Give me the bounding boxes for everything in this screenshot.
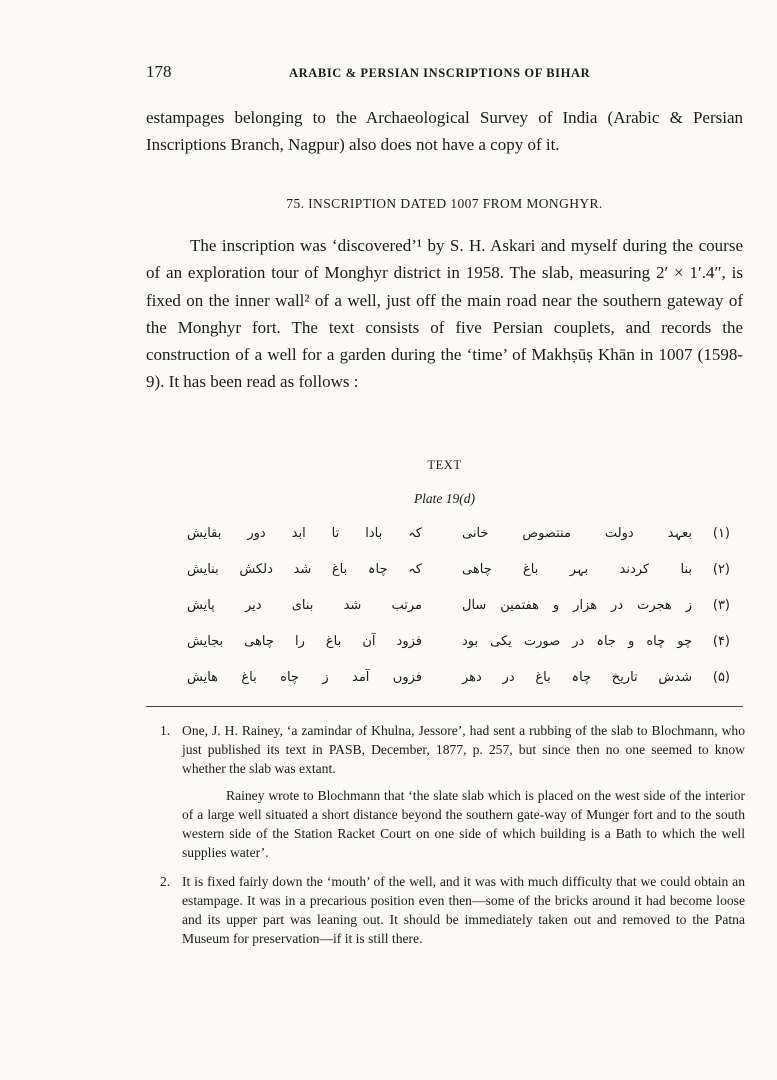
verse-hemistich-first: ز هجرت در هزار و هفتمین سال	[462, 598, 692, 613]
footnote-text: One, J. H. Rainey, ‘a zamindar of Khulna, Jessore’, had sent a rubbing of the slab to Blochmann, who just published its text in PASB, December, 1877, p. 257, but since then no one seemed to know whether the slab was extant.	[182, 723, 745, 776]
verse-row	[187, 594, 730, 630]
verse-row	[187, 558, 730, 594]
verse-number: (۴)	[712, 634, 730, 649]
footnote-text: Rainey wrote to Blochmann that ‘the slate slab which is placed on the west side of the interior of a large well situated a short distance beyond the southern gate-way of Munger fort and to the south western side of the Station Racket Court on one side of which building is a Bath to which the well supplies water’.	[182, 788, 745, 860]
footnote-marker: 2.	[160, 874, 171, 889]
footnote-marker: 1.	[160, 723, 171, 738]
running-title: ARABIC & PERSIAN INSCRIPTIONS OF BIHAR	[289, 66, 591, 80]
verse-row	[187, 630, 730, 666]
persian-verses	[187, 522, 730, 702]
verse-number: (۵)	[712, 670, 730, 685]
text-heading: TEXT	[427, 458, 462, 472]
verse-hemistich-second: کہ بادا تا ابد دور بقایش	[187, 526, 422, 541]
footnote-divider	[146, 706, 743, 707]
verse-hemistich-first: چو چاه و جاہ در صورت یکی بود	[462, 634, 692, 649]
verse-number: (۲)	[712, 562, 730, 577]
paragraph-description	[146, 232, 743, 396]
page-number: 178	[146, 62, 172, 81]
verse-hemistich-second: کہ چاہ باغ شد دلکش بنایش	[187, 562, 422, 577]
paragraph-description-text: The inscription was ‘discovered’¹ by S. H. Askari and myself during the course of an exploration tour of Monghyr district in 1958. The slab, measuring 2′ × 1′.4″, is fixed on the inner wall² of a well, just off the main road near the southern gateway of the Monghyr fort. The text consists of five Persian couplets, and records the construction of a well for a garden during the ‘time’ of Makhṣūṣ Khān in 1007 (1598-9). It has been read as follows :	[146, 236, 743, 392]
verse-row	[187, 666, 730, 702]
verse-hemistich-first: شدش تاریخ چاہ باغ در دهر	[462, 670, 692, 685]
plate-reference: Plate 19(d)	[413, 491, 476, 506]
footnote-2	[160, 872, 745, 948]
verse-hemistich-second: فزوں آمد ز چاه باغ هایش	[187, 670, 422, 685]
paragraph-continuation: estampages belonging to the Archaeological Survey of India (Arabic & Persian Inscriptions Branch, Nagpur) also does not have a copy of it.	[146, 108, 743, 154]
footnote-1-continuation	[182, 786, 745, 862]
verse-number: (۳)	[712, 598, 730, 613]
footnote-text: It is fixed fairly down the ‘mouth’ of the well, and it was with much difficulty that we could obtain an estampage. It was in a precarious position even then—some of the bricks around it had become loose and its upper part was leaning out. It should be immediately taken out and removed to the Patna Museum for preservation—if it is still there.	[182, 874, 745, 946]
section-title: 75. INSCRIPTION DATED 1007 FROM MONGHYR.	[286, 196, 603, 211]
verse-hemistich-second: مرتب شد بنای دیر پایش	[187, 598, 422, 613]
verse-hemistich-first: بعہد دولت منتصوص خانی	[462, 526, 692, 541]
page-header	[146, 62, 746, 84]
verse-hemistich-second: فزود آن باغ را چاهی بجایش	[187, 634, 422, 649]
verse-number: (۱)	[712, 526, 730, 541]
verse-row	[187, 522, 730, 558]
verse-hemistich-first: بنا کردند بہر باغ چاهی	[462, 562, 692, 577]
footnote-1	[160, 721, 745, 778]
